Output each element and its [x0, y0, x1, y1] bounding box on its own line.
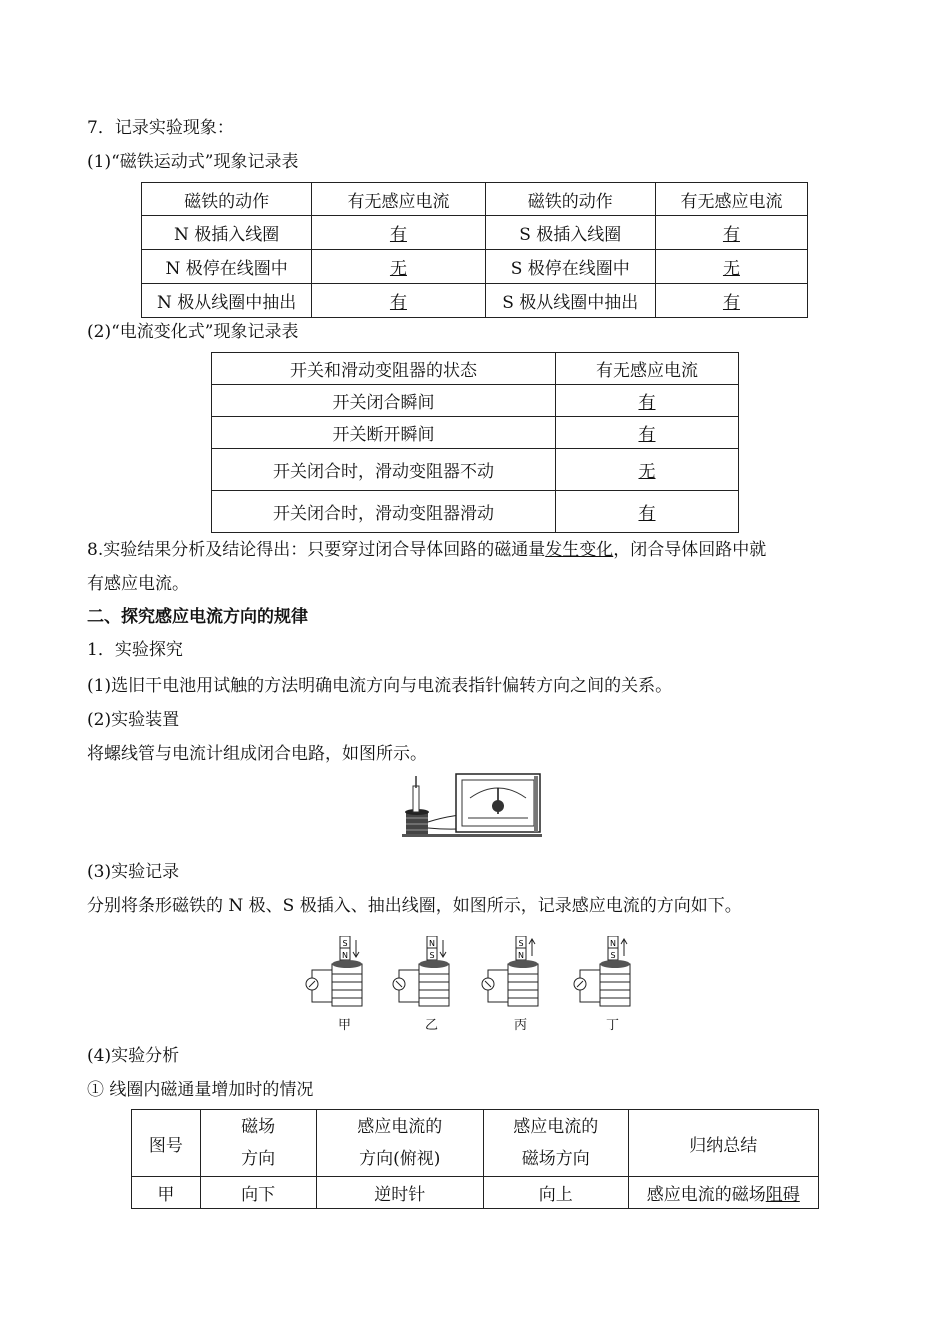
table1-cell: S 极插入线圈: [485, 216, 655, 250]
table3-header-text: 磁场: [241, 1117, 276, 1137]
subheading-current-change: (2)“电流变化式”现象记录表: [87, 322, 299, 342]
table3-header-text: 磁场方向: [521, 1149, 590, 1169]
table3-header-text: 归纳总结: [689, 1135, 758, 1156]
table3-cell: 甲: [132, 1177, 201, 1209]
coil-figure-yi: [391, 936, 471, 1033]
coil-diagram: [304, 936, 384, 1012]
figure-label: 丁: [606, 1018, 620, 1033]
coil-figure-ding: [572, 936, 652, 1033]
coil-figure-jia: [304, 936, 384, 1033]
table2-header: 开关和滑动变阻器的状态: [212, 353, 556, 385]
solenoid-coil: [405, 776, 429, 834]
summary-text: 感应电流的磁场: [646, 1185, 766, 1205]
table1-cell: 有: [655, 216, 807, 250]
table3-summary-cell: [628, 1177, 818, 1209]
magnet-pole-bottom: N: [342, 951, 348, 960]
magnet-pole-top: N: [429, 939, 435, 948]
coil-figure-bing: [480, 936, 560, 1033]
table1-header: 磁铁的动作: [142, 183, 312, 216]
magnet-pole-bottom: N: [518, 951, 524, 960]
conclusion-paragraph: [87, 538, 766, 562]
coil-diagram: [572, 936, 652, 1012]
conclusion-key-phrase: 发生变化: [545, 540, 614, 560]
magnet-pole-top: S: [342, 939, 348, 948]
table1-cell: N 极停在线圈中: [142, 250, 312, 284]
heading-experiment: 1．实验探究: [87, 640, 183, 660]
table3-header: [200, 1110, 316, 1177]
coil-diagram: [480, 936, 560, 1012]
coil-diagram: [391, 936, 471, 1012]
magnet-pole-top: N: [610, 939, 616, 948]
table3-cell: 向下: [200, 1177, 316, 1209]
table1-header: 有无感应电流: [655, 183, 807, 216]
table3-header-text: 图号: [148, 1135, 183, 1156]
figure-label: 甲: [338, 1018, 352, 1033]
table3-header: [628, 1110, 818, 1177]
galvanometer: [456, 774, 540, 832]
table3-header: [132, 1110, 201, 1177]
table2-cell: 无: [556, 449, 739, 491]
table1-cell: 有: [312, 216, 485, 250]
step-2: (2)实验装置: [87, 710, 180, 730]
table3-header-text: 感应电流的: [357, 1117, 443, 1137]
current-change-table: [211, 352, 739, 533]
table1-cell: 有: [655, 284, 807, 318]
table1-cell: 无: [655, 250, 807, 284]
table1-cell: S 极从线圈中抽出: [485, 284, 655, 318]
table2-cell: 有: [556, 491, 739, 533]
magnet-motion-table: [141, 182, 808, 318]
section-heading-2: 二、探究感应电流方向的规律: [87, 607, 308, 627]
table3-cell: 向上: [484, 1177, 629, 1209]
magnet-pole-top: S: [518, 939, 524, 948]
flux-increase-table: [131, 1109, 819, 1209]
table1-cell: N 极从线圈中抽出: [142, 284, 312, 318]
apparatus-figure: [400, 772, 550, 844]
table1-cell: S 极停在线圈中: [485, 250, 655, 284]
table3-cell: 逆时针: [316, 1177, 484, 1209]
table2-header: 有无感应电流: [556, 353, 739, 385]
table2-cell: 开关闭合时，滑动变阻器滑动: [212, 491, 556, 533]
coil-figures: [304, 936, 654, 1032]
figure-label: 丙: [514, 1018, 528, 1033]
table1-cell: N 极插入线圈: [142, 216, 312, 250]
conclusion-text: 8.实验结果分析及结论得出：只要穿过闭合导体回路的磁通量: [87, 540, 546, 560]
step-4-case-1: ① 线圈内磁通量增加时的情况: [87, 1080, 314, 1100]
summary-key-word: 阻碍: [765, 1185, 800, 1205]
table2-cell: 开关闭合时，滑动变阻器不动: [212, 449, 556, 491]
step-3-text: 分别将条形磁铁的 N 极、S 极插入、抽出线圈，如图所示，记录感应电流的方向如下。: [87, 896, 742, 916]
magnet-pole-bottom: S: [429, 951, 435, 960]
table2-cell: 有: [556, 385, 739, 417]
conclusion-text: ，闭合导体回路中就: [613, 540, 767, 560]
table1-header: 磁铁的动作: [485, 183, 655, 216]
subheading-magnet-motion: (1)“磁铁运动式”现象记录表: [87, 152, 299, 172]
table2-cell: 有: [556, 417, 739, 449]
heading-7: 7．记录实验现象：: [87, 118, 234, 138]
step-4: (4)实验分析: [87, 1046, 180, 1066]
step-1: (1)选旧干电池用试触的方法明确电流方向与电流表指针偏转方向之间的关系。: [87, 676, 673, 696]
table1-cell: 无: [312, 250, 485, 284]
table2-cell: 开关闭合瞬间: [212, 385, 556, 417]
figure-label: 乙: [425, 1018, 439, 1033]
table3-header: [316, 1110, 484, 1177]
table2-cell: 开关断开瞬间: [212, 417, 556, 449]
table3-header-text: 方向(俯视): [359, 1149, 441, 1169]
table3-header-text: 方向: [241, 1149, 276, 1169]
magnet-pole-bottom: S: [610, 951, 616, 960]
table1-header: 有无感应电流: [312, 183, 485, 216]
step-2-text: 将螺线管与电流计组成闭合电路，如图所示。: [87, 744, 427, 764]
table3-header: [484, 1110, 629, 1177]
step-3: (3)实验记录: [87, 862, 180, 882]
conclusion-line-2: 有感应电流。: [87, 574, 189, 594]
table3-header-text: 感应电流的: [513, 1117, 599, 1137]
table1-cell: 有: [312, 284, 485, 318]
